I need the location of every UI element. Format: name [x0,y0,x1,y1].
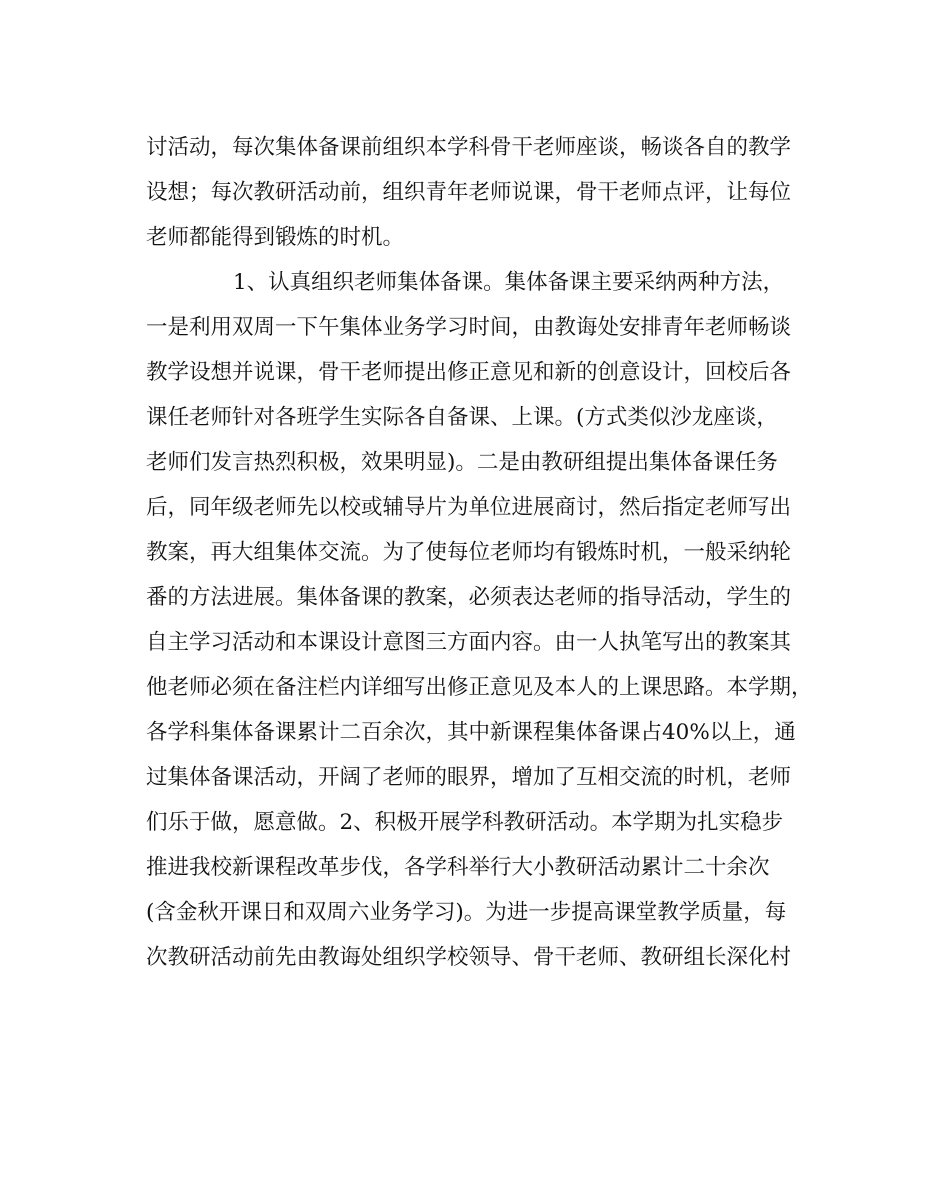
text-line: 后，同年级老师先以校或辅导片为单位进展商讨，然后指定老师写出 [146,495,792,520]
text-line: 教案，再大组集体交流。为了使每位老师均有锻炼时机，一般采纳轮 [146,540,792,565]
body-text [146,125,826,980]
text-line: 各学科集体备课累计二百余次，其中新课程集体备课占40%以上，通 [146,720,796,745]
text-line: 番的方法进展。集体备课的教案，必须表达老师的指导活动，学生的 [146,585,792,610]
text-line: (含金秋开课日和双周六业务学习)。为进一步提高课堂教学质量，每 [146,900,787,925]
text-line: 推进我校新课程改革步伐，各学科举行大小教研活动累计二十余次 [146,855,770,880]
text-line: 自主学习活动和本课设计意图三方面内容。由一人执笔写出的教案其 [146,630,792,655]
text-line: 教学设想并说课，骨干老师提出修正意见和新的创意设计，回校后各 [146,360,792,385]
text-line: 过集体备课活动，开阔了老师的眼界，增加了互相交流的时机，老师 [146,765,792,790]
text-line: 设想；每次教研活动前，组织青年老师说课，骨干老师点评，让每位 [146,180,792,205]
paragraph-first-line: 1、认真组织老师集体备课。集体备课主要采纳两种方法， [233,270,785,295]
text-line: 次教研活动前先由教诲处组织学校领导、骨干老师、教研组长深化村 [146,945,792,970]
text-line: 老师们发言热烈积极，效果明显)。二是由教研组提出集体备课任务 [146,450,778,475]
text-line: 一是利用双周一下午集体业务学习时间，由教诲处安排青年老师畅谈 [146,315,792,340]
text-line: 老师都能得到锻炼的时机。 [146,225,405,250]
text-line: 课任老师针对各班学生实际各自备课、上课。(方式类似沙龙座谈， [146,405,778,430]
text-line: 他老师必须在备注栏内详细写出修正意见及本人的上课思路。本学期， [146,675,813,700]
text-line: 讨活动，每次集体备课前组织本学科骨干老师座谈，畅谈各自的教学 [146,135,792,160]
text-line: 们乐于做，愿意做。2、积极开展学科教研活动。本学期为扎实稳步 [146,810,784,835]
